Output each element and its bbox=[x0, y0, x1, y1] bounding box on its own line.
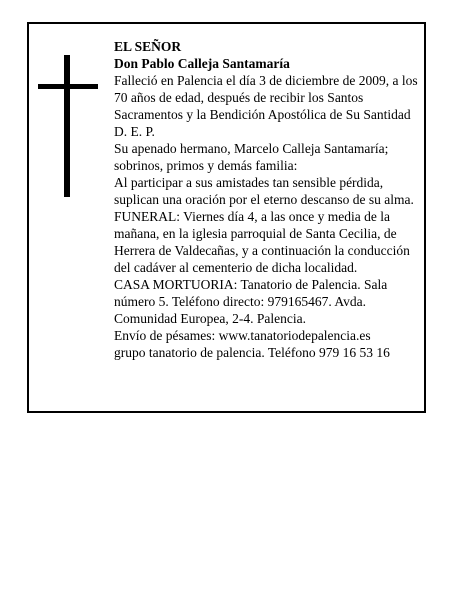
mortuary-paragraph: CASA MORTUORIA: Tanatorio de Palencia. Sala número 5. Teléfono directo: 979165467. Avda. Comunidad Europea, 2-4. Palencia. bbox=[114, 277, 388, 326]
obituary-text bbox=[114, 38, 426, 361]
notice-title: EL SEÑOR bbox=[114, 39, 182, 54]
cross-icon bbox=[64, 55, 70, 197]
deceased-name: Don Pablo Calleja Santamaría bbox=[114, 56, 290, 71]
condolences-line: Envío de pésames: www.tanatoriodepalencia.es bbox=[114, 328, 371, 343]
family-paragraph: Su apenado hermano, Marcelo Calleja Santamaría; sobrinos, primos y demás familia: bbox=[114, 141, 389, 173]
request-paragraph: Al participar a sus amistades tan sensible pérdida, suplican una oración por el eterno descanso de su alma. bbox=[114, 175, 414, 207]
cross-icon-bar bbox=[38, 84, 98, 89]
death-paragraph: Falleció en Palencia el día 3 de diciembre de 2009, a los 70 años de edad, después de recibir los Santos Sacramentos y la Bendición Apostólica de Su Santidad D. E. P. bbox=[114, 73, 418, 139]
funeral-paragraph: FUNERAL: Viernes día 4, a las once y media de la mañana, en la iglesia parroquial de Santa Cecilia, de Herrera de Valdecañas, y a continuación la conducción del cadáver al cementerio de dicha localidad. bbox=[114, 209, 410, 275]
contact-line: grupo tanatorio de palencia. Teléfono 979 16 53 16 bbox=[114, 345, 390, 360]
